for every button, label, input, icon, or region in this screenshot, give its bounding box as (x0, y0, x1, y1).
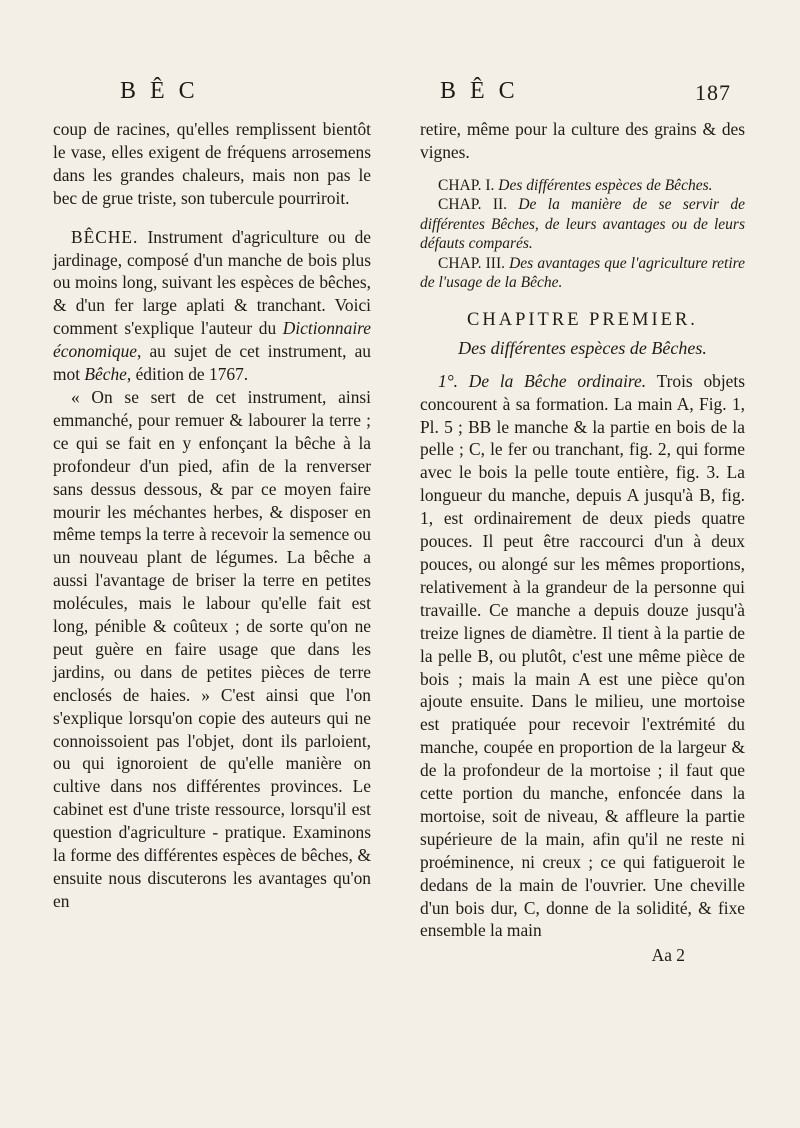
contents-text: De la manière de se servir de différentes Bêches, de leurs avantages ou de leurs défauts comparés. (420, 196, 745, 253)
paragraph: coup de racines, qu'elles remplissent bientôt le vase, elles exigent de fréquens arrosemens dans les grandes chaleurs, mais non pas le bec de grue triste, son tubercule pourriroit. (53, 119, 371, 208)
entry-text: , édition de 1767. (126, 364, 249, 385)
quotation-paragraph: « On se sert de cet instrument, ainsi emmanché, pour remuer & labourer la terre ; ce qui se fait en y enfonçant la bêche à la profondeur d'un pied, afin de la renverser sans dessus dessous, & par ce moyen faire mourir les méchantes herbes, & disposer en même temps la terre à recevoir la semence ou un nouveau plant de légumes. La bêche a aussi l'avantage de briser la terre en petites molécules, mais le labour qu'elle fait est long, pénible & coûteux ; de sorte qu'on ne peut guère en faire usage que dans les jardins, ou dans de petites pièces de terre enclosés de haies. » C'est ainsi que l'on s'explique lorsqu'on copie des auteurs qui ne connoissoient pas l'objet, dont ils parloient, ou qui ignoroient de qu'elle manière on cultive dans nos différentes provinces. Le cabinet est d'une triste ressource, lorsqu'il est question d'agriculture - pratique. Examinons la forme des différentes espèces de bêches, & ensuite nous discuterons les avantages qu'on en (53, 386, 371, 911)
entry-text: , au sujet de cet instrument, au mot (53, 341, 371, 385)
entry-reference-word: Bêche (84, 364, 127, 385)
section-paragraph (420, 370, 745, 943)
page-number: 187 (695, 80, 731, 105)
left-column (53, 118, 371, 913)
contents-label: CHAP. II. (438, 196, 508, 214)
contents-item (420, 176, 745, 196)
right-column (420, 118, 745, 967)
contents-item (420, 254, 745, 293)
running-head-left: BÊC (120, 78, 209, 104)
contents-label: CHAP. I. (438, 176, 495, 194)
contents-text: Des avantages que l'agriculture retire de l'usage de la Bêche. (420, 254, 745, 292)
section-text: Trois objets concourent à sa formation. La main A, Fig. 1, Pl. 5 ; BB le manche & la partie en bois de la pelle ; C, le fer ou tranchant, fig. 2, qui forme avec le bois la pelle toute entière, fig. 3. La longueur du manche, depuis A jusqu'à B, fig. 1, est ordinairement de deux pieds quatre pouces. Il peut être raccourci d'un à deux pouces, ou alongé sur les mêmes proportions, relativement à la grandeur de la personne qui travaille. Ce manche a depuis douze jusqu'à treize lignes de diamètre. Il tient à la partie de la pelle B, ou plutôt, c'est une même pièce de bois ; mais la main A est une pièce qu'on ajoute ensuite. Dans le milieu, une mortoise est pratiquée pour recevoir l'extrémité du manche, coupée en proportion de la largeur & de la profondeur de la mortoise ; il faut que cette portion du manche, enfoncée dans la mortoise, soit de niveau, & affleure la partie supérieure de la main, afin qu'il ne reste ni proéminence, ni creux ; ce qui fatigueroit le dedans de la main de l'ouvrier. Une cheville d'un bois dur, C, donne de la solidité, & fixe ensemble la main (420, 370, 745, 941)
contents-label: CHAP. III. (438, 254, 505, 272)
entry-beche (53, 226, 371, 386)
entry-headword: BÊCHE. (71, 226, 139, 247)
chapter-title: Des différentes espèces de Bêches. (458, 337, 707, 358)
entry-text: Instrument d'agriculture ou de jardinage, composé d'un manche de bois plus ou moins long, suivant les espèces de bêches, & d'un fer large aplati & tranchant. Voici comment s'explique l'auteur du (53, 226, 371, 339)
paragraph: retire, même pour la culture des grains & des vignes. (420, 119, 745, 162)
contents-item (420, 195, 745, 254)
running-head-right: BÊC (440, 78, 529, 104)
section-lead: 1°. De la Bêche ordinaire. (438, 370, 647, 391)
chapter-contents (420, 176, 745, 293)
chapter-heading: CHAPITRE PREMIER. (467, 309, 698, 330)
contents-text: Des différentes espèces de Bêches. (498, 176, 713, 194)
signature-mark: Aa 2 (651, 945, 685, 966)
entry-reference-title: Dictionnaire économique (53, 318, 371, 362)
